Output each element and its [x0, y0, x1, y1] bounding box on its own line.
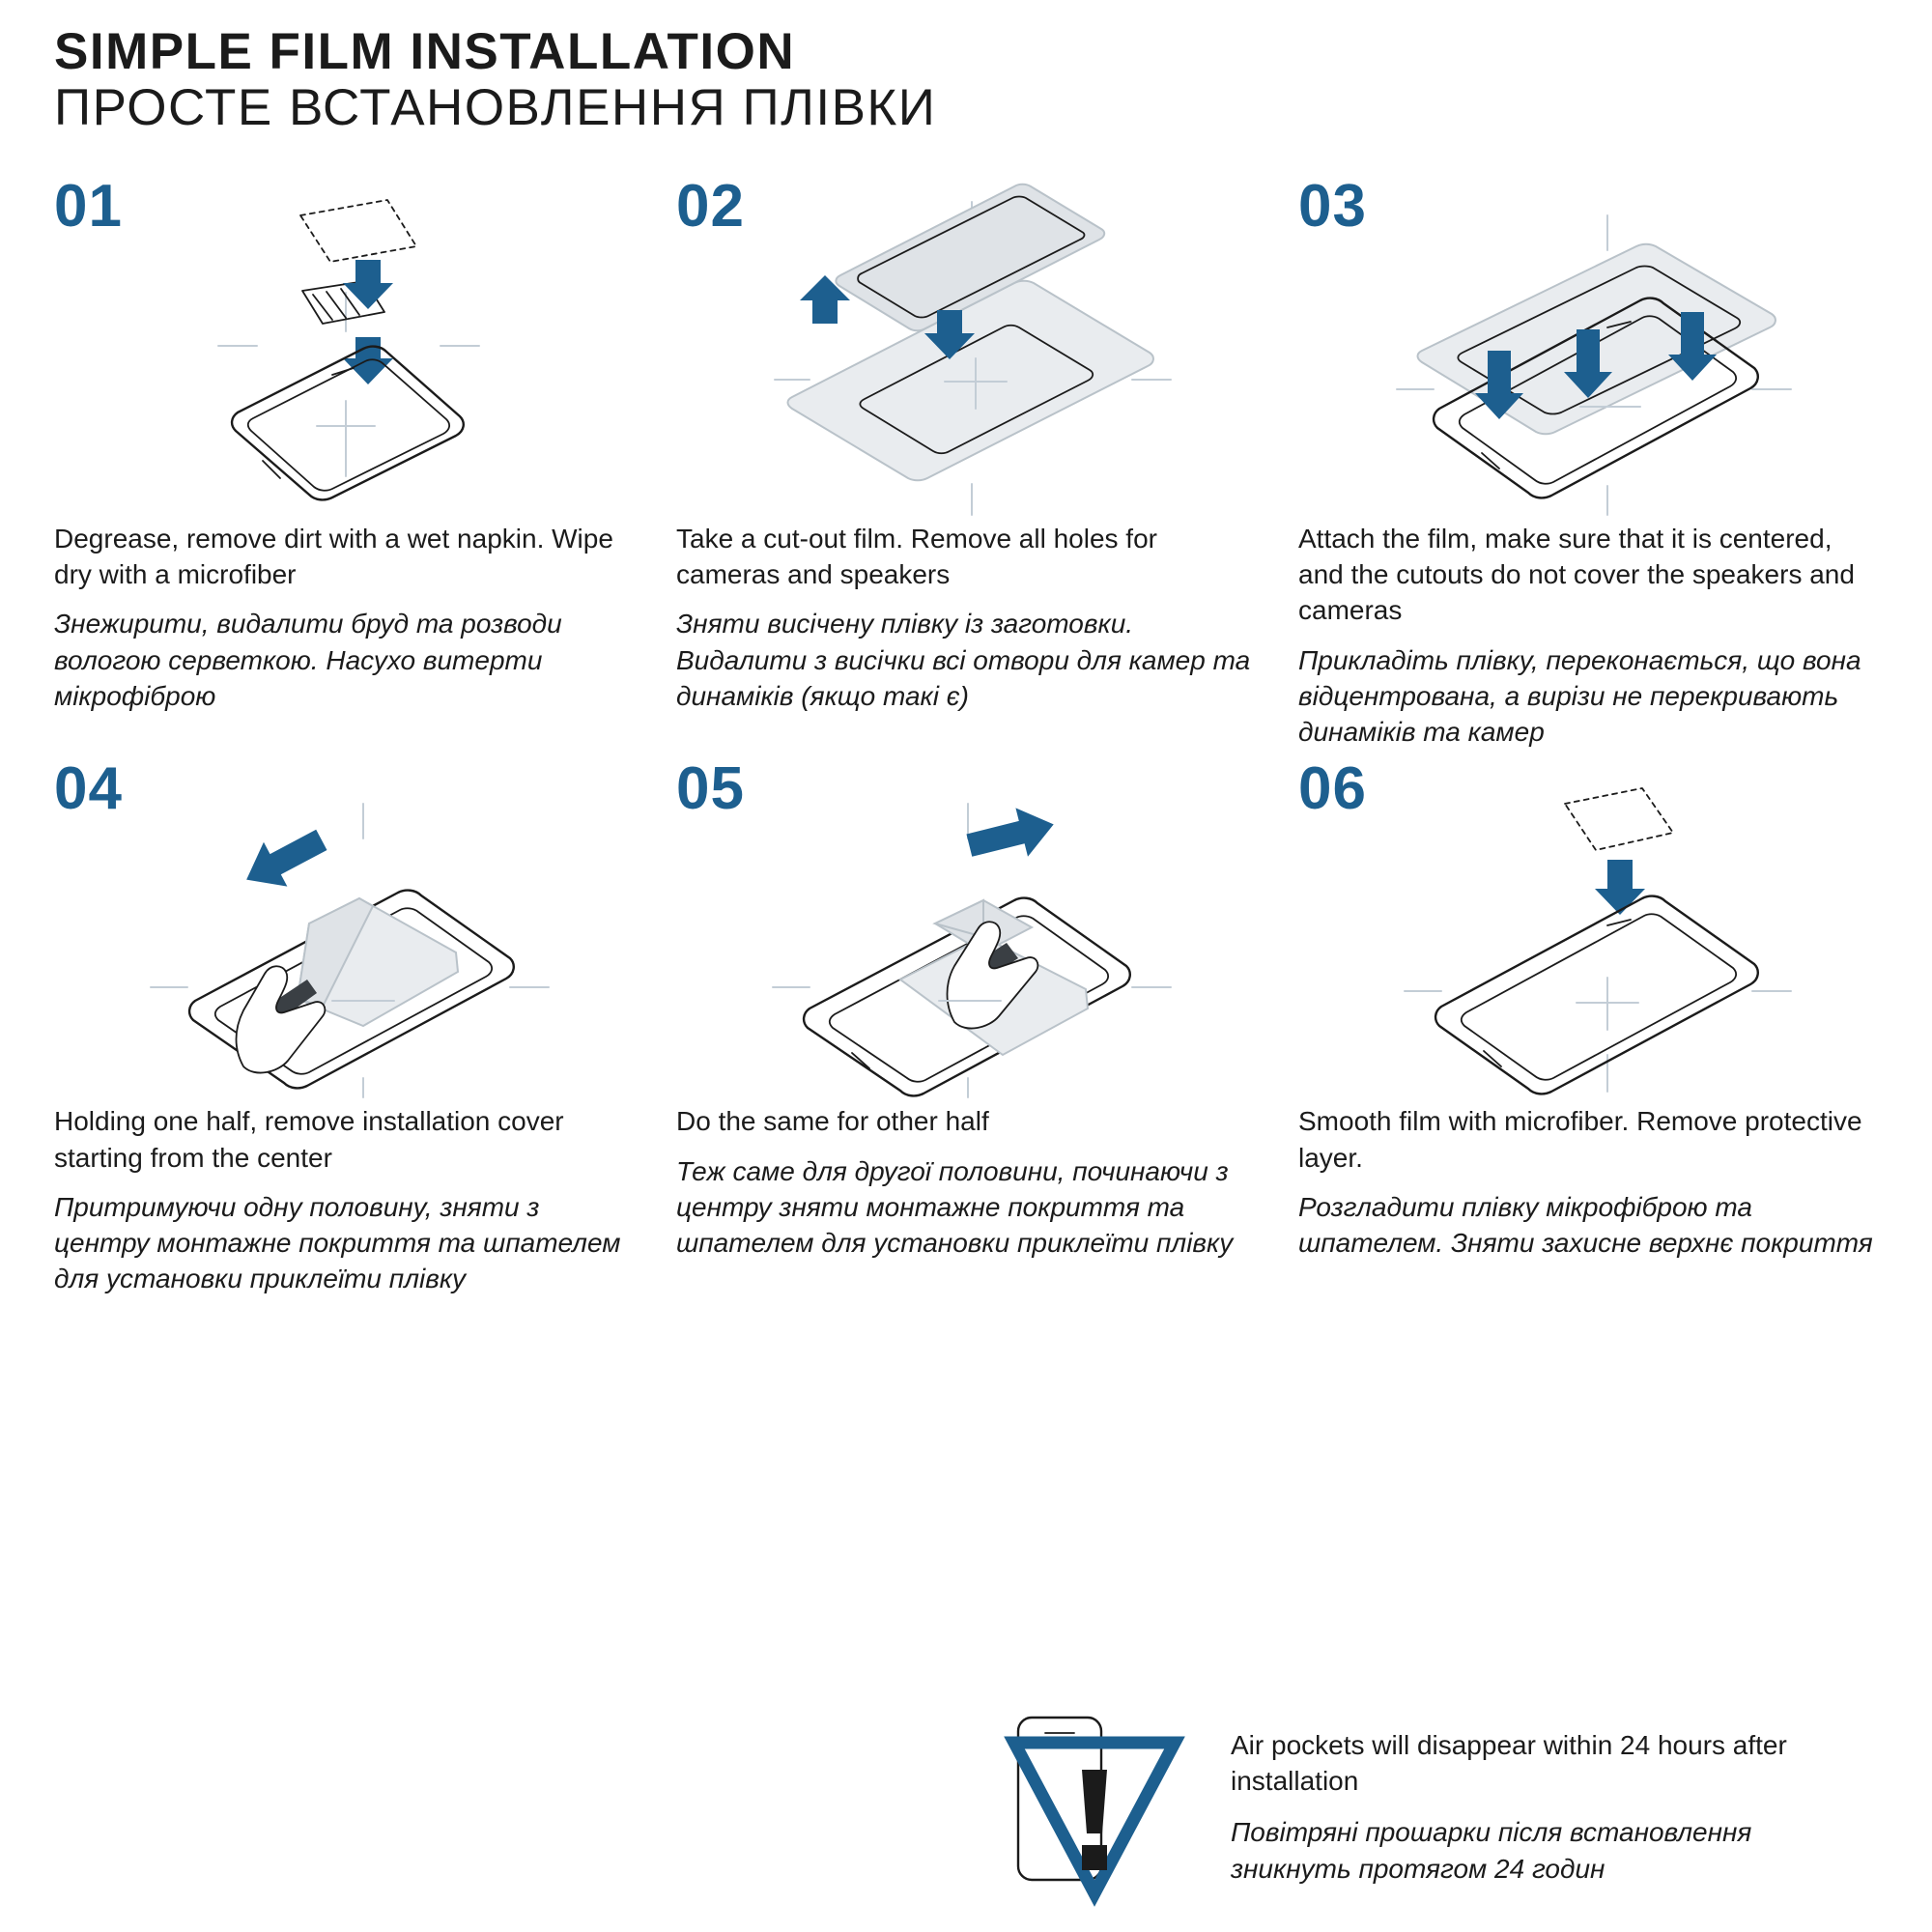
step-number: 04	[54, 755, 123, 823]
step-text-uk: Розгладити плівку мікрофіброю та шпателем. Зняти захисне верхнє покриття	[1298, 1191, 1873, 1259]
note-text-uk: Повітряні прошарки після встановлення зникнуть протягом 24 годин	[1231, 1817, 1752, 1884]
note-text-en: Air pockets will disappear within 24 hours after installation	[1231, 1730, 1787, 1797]
step-number: 05	[676, 755, 745, 823]
step-number: 06	[1298, 755, 1367, 823]
step-06	[1298, 755, 1878, 1296]
step-text-en: Do the same for other half	[676, 1106, 989, 1137]
warning-phone-icon	[985, 1710, 1208, 1903]
step-02	[676, 173, 1256, 750]
step-text-uk: Теж саме для другої половини, починаючи з центру зняти монтажне покриття та шпателем для установки приклеїти плівку	[676, 1155, 1234, 1259]
air-pockets-note	[985, 1710, 1878, 1903]
header	[54, 25, 1878, 136]
step-text-en: Attach the film, make sure that it is centered, and the cutouts do not cover the speakers and cameras	[1298, 524, 1855, 626]
step-01	[54, 173, 634, 750]
step-text-uk: Притримуючи одну половину, зняти з центру монтажне покриття та шпателем для установки приклеїти плівку	[54, 1191, 621, 1294]
steps-grid	[54, 173, 1878, 1297]
step-03	[1298, 173, 1878, 750]
cut-out-film-removal-illustration	[676, 173, 1256, 515]
page-title-uk: ПРОСТЕ ВСТАНОВЛЕННЯ ПЛІВКИ	[54, 78, 937, 136]
step-text-en: Take a cut-out film. Remove all holes for cameras and speakers	[676, 524, 1157, 590]
step-number: 02	[676, 173, 745, 240]
step-text-uk: Знежирити, видалити бруд та розводи вологою серветкою. Насухо витерти мікрофіброю	[54, 609, 562, 711]
step-05	[676, 755, 1256, 1296]
smooth-film-with-microfiber-illustration	[1298, 755, 1878, 1097]
napkin-wiping-phone-illustration	[54, 173, 634, 515]
peel-first-half-illustration	[54, 755, 634, 1097]
film-alignment-on-phone-illustration	[1298, 173, 1878, 515]
step-number: 01	[54, 173, 123, 240]
step-text-en: Smooth film with microfiber. Remove protective layer.	[1298, 1106, 1862, 1173]
step-number: 03	[1298, 173, 1367, 240]
step-text-uk: Прикладіть плівку, переконається, що вона відцентрована, а вирізи не перекривають динаміків та камер	[1298, 644, 1861, 748]
page-title-en: SIMPLE FILM INSTALLATION	[54, 23, 796, 80]
step-text-en: Degrease, remove dirt with a wet napkin. Wipe dry with a microfiber	[54, 524, 613, 590]
step-text-uk: Зняти висічену плівку із заготовки. Видалити з висічки всі отвори для камер та динаміків (якщо такі є)	[676, 609, 1251, 711]
note-text	[1231, 1710, 1878, 1887]
step-04	[54, 755, 634, 1296]
step-text-en: Holding one half, remove installation cover starting from the center	[54, 1106, 564, 1173]
peel-second-half-illustration	[676, 755, 1256, 1097]
